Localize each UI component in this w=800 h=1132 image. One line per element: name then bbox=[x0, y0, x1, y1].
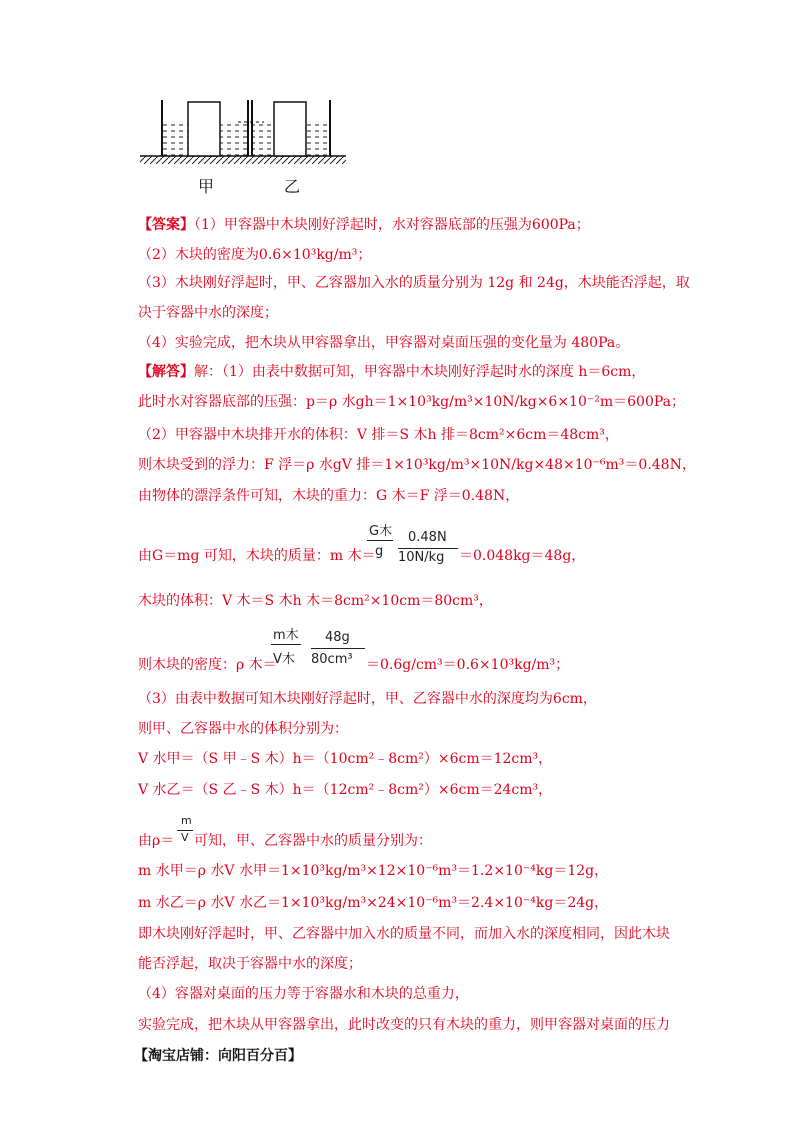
answer-tag: 【答案】 bbox=[138, 217, 194, 233]
fraction-denominator: V bbox=[181, 831, 189, 844]
solution-line-17: 能否浮起，取决于容器中水的深度； bbox=[138, 956, 362, 972]
solution-line-13a: 由ρ＝ bbox=[138, 833, 175, 849]
fraction-denominator: 10N/kg bbox=[398, 550, 445, 565]
fraction-bar bbox=[311, 648, 365, 649]
fraction-m-over-v bbox=[271, 624, 301, 668]
fraction-48g-over-80cm3 bbox=[311, 630, 365, 674]
footer-shop-label: 【淘宝店铺：向阳百分百】 bbox=[134, 1048, 302, 1064]
answer-line-3: （3）木块刚好浮起时，甲、乙容器加入水的质量分别为 12g 和 24g，木块能否浮起，取 bbox=[138, 275, 690, 291]
fraction-denominator: g bbox=[375, 544, 384, 559]
containers-figure bbox=[138, 92, 348, 202]
fraction-numerator: 48g bbox=[325, 630, 350, 645]
answer-text-1: （1）甲容器中木块刚好浮起时，水对容器底部的压强为600Pa； bbox=[194, 217, 590, 233]
answer-line-4: 决于容器中水的深度； bbox=[138, 305, 278, 321]
fraction-numerator: m木 bbox=[273, 628, 299, 643]
solution-line-1 bbox=[138, 363, 645, 381]
answer-line-2: （2）木块的密度为0.6×10³kg/m³； bbox=[138, 247, 372, 263]
solution-text-1: 解：（1）由表中数据可知，甲容器中木块刚好浮起时水的深度 h＝6cm， bbox=[194, 364, 646, 380]
solution-line-19: 实验完成，把木块从甲容器拿出，此时改变的只有木块的重力，则甲容器对桌面的压力 bbox=[138, 1017, 670, 1033]
fraction-bar bbox=[398, 548, 458, 549]
fraction-numerator: m bbox=[181, 814, 192, 827]
fraction-numerator: G木 bbox=[369, 524, 393, 539]
solution-line-2: 此时水对容器底部的压强：p＝ρ 水gh＝1×10³kg/m³×10N/kg×6×10⁻²m＝600Pa； bbox=[138, 394, 686, 410]
solution-line-12: V 水乙＝（S 乙﹣S 木）h＝（12cm²﹣8cm²）×6cm＝24cm³， bbox=[138, 782, 553, 798]
solution-line-16: 即木块刚好浮起时，甲、乙容器中加入水的质量不同，而加入水的深度相同，因此木块 bbox=[138, 926, 670, 942]
fraction-bar bbox=[271, 644, 301, 645]
solution-line-15: m 水乙＝ρ 水V 水乙＝1×10³kg/m³×24×10⁻⁶m³＝2.4×10⁻⁴kg＝24g， bbox=[138, 895, 609, 911]
fraction-denominator: V木 bbox=[273, 652, 295, 667]
solution-line-13b: 可知，甲、乙容器中水的质量分别为： bbox=[194, 833, 432, 849]
label-yi: 乙 bbox=[284, 177, 301, 196]
solution-tag: 【解答】 bbox=[138, 364, 194, 380]
solution-line-11: V 水甲＝（S 甲﹣S 木）h＝（10cm²﹣8cm²）×6cm＝12cm³， bbox=[138, 751, 553, 767]
fraction-denominator: 80cm³ bbox=[311, 652, 353, 667]
solution-line-9: （3）由表中数据可知木块刚好浮起时，甲、乙容器中水的深度均为6cm， bbox=[138, 691, 597, 707]
label-jia: 甲 bbox=[198, 177, 215, 196]
solution-line-10: 则甲、乙容器中水的体积分别为： bbox=[138, 721, 348, 737]
solution-line-4: 则木块受到的浮力：F 浮＝ρ 水gV 排＝1×10³kg/m³×10N/kg×48×10⁻⁶m³＝0.48N， bbox=[138, 457, 696, 473]
solution-line-7: 木块的体积：V 木＝S 木h 木＝8cm²×10cm＝80cm³， bbox=[138, 593, 493, 609]
answer-line-5: （4）实验完成，把木块从甲容器拿出，甲容器对桌面压强的变化量为 480Pa。 bbox=[138, 335, 630, 351]
answer-line-1 bbox=[138, 216, 590, 234]
solution-line-14: m 水甲＝ρ 水V 水甲＝1×10³kg/m³×12×10⁻⁶m³＝1.2×10⁻⁴kg＝12g， bbox=[138, 863, 609, 879]
solution-line-5: 由物体的漂浮条件可知，木块的重力：G 木＝F 浮＝0.48N， bbox=[138, 488, 520, 504]
solution-line-8: 则木块的密度：ρ 木＝ bbox=[138, 657, 277, 673]
solution-line-6b: ＝0.048kg＝48g， bbox=[459, 548, 586, 564]
solution-line-18: （4）容器对桌面的压力等于容器水和木块的总重力， bbox=[138, 986, 469, 1002]
solution-line-3: （2）甲容器中木块排开水的体积：V 排＝S 木h 排＝8cm²×6cm＝48cm³， bbox=[138, 427, 619, 443]
solution-line-6: 由G＝mg 可知，木块的质量：m 木＝ bbox=[138, 548, 376, 564]
fraction-bar bbox=[367, 540, 393, 541]
containers-diagram bbox=[138, 92, 348, 172]
fraction-m-over-v-small bbox=[177, 814, 193, 854]
fraction-numerator: 0.48N bbox=[408, 530, 447, 545]
fraction-force-over-g bbox=[398, 530, 458, 570]
solution-line-8b: ＝0.6g/cm³＝0.6×10³kg/m³； bbox=[366, 657, 570, 673]
fraction-g-over-g bbox=[367, 520, 393, 560]
